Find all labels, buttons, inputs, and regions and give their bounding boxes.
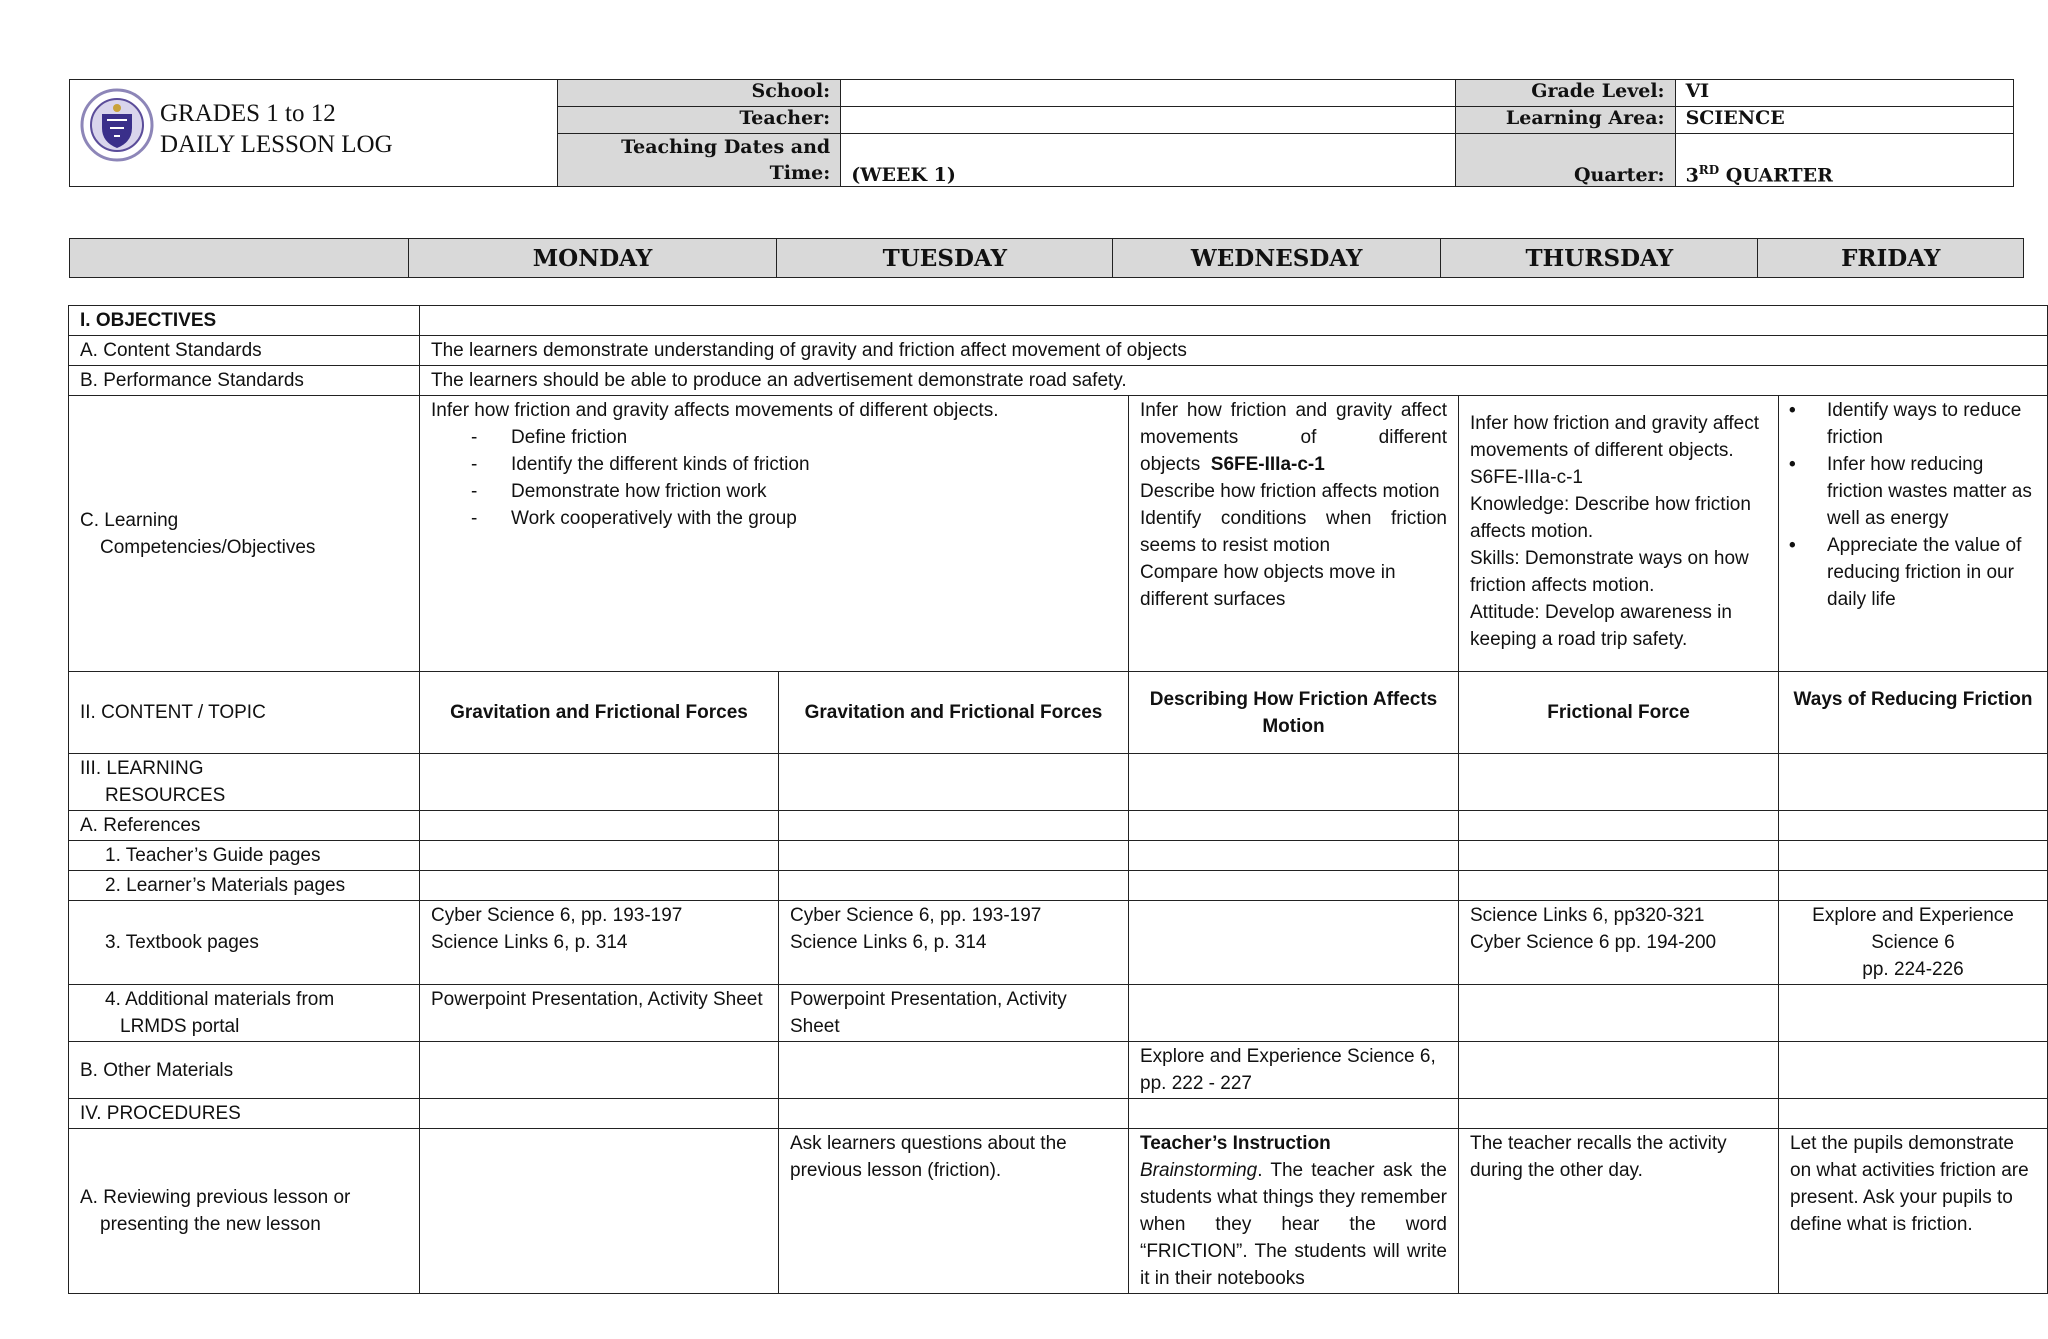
days-blank-cell [70,239,409,278]
list-item: - Demonstrate how friction work [471,478,1117,505]
textbook-fri-line2: Science 6 [1871,932,1955,953]
competencies-fri [1779,396,2048,672]
textbook-tue-line2: Science Links 6, p. 314 [790,932,987,953]
review-wed-text: . The teacher ask the students what things they remember when they hear the word “FRICTION”. The students will write it in their notebooks [1140,1160,1447,1289]
review-tuesday: Ask learners questions about the previous lesson (friction). [779,1129,1129,1294]
textbook-monday [420,901,779,985]
reviewing-lesson-label [69,1129,420,1294]
textbook-friday [1779,901,2048,985]
review-wed-title: Teacher’s Instruction [1140,1133,1331,1154]
quarter-word: QUARTER [1719,164,1833,186]
day-friday: FRIDAY [1758,239,2024,278]
content-topic-label: II. CONTENT / TOPIC [69,672,420,754]
title-line-1: GRADES 1 to 12 [160,100,336,127]
additional-materials-label [69,985,420,1042]
day-monday: MONDAY [408,239,777,278]
list-item: • Infer how reducing friction wastes matter as well as energy [1779,451,2036,532]
wed-objective-3: Identify conditions when friction seems to resist motion [1140,508,1447,556]
title-line-2: DAILY LESSON LOG [160,131,393,158]
header-table [69,79,2014,187]
thu-objective-1: Infer how friction and gravity affect movements of different objects. S6FE-IIIa-c-1 [1470,413,1760,488]
competencies-label-line2: Competencies/Objectives [100,536,316,558]
learning-area-value[interactable]: SCIENCE [1675,107,2013,134]
competencies-thu [1459,396,1779,672]
review-thursday: The teacher recalls the activity during the other day. [1459,1129,1779,1294]
school-label: School: [558,80,841,107]
reviewing-lesson-line2: presenting the new lesson [100,1214,321,1235]
topic-thursday: Frictional Force [1459,672,1779,754]
teachers-guide-label: 1. Teacher’s Guide pages [69,841,420,871]
competencies-wed [1129,396,1459,672]
school-value[interactable] [841,80,1456,107]
deped-seal-icon [80,88,154,162]
references-label: A. References [69,811,420,841]
days-header-table [69,238,2024,278]
review-monday [420,1129,779,1294]
list-item: - Define friction [471,424,1117,451]
textbook-mon-line2: Science Links 6, p. 314 [431,932,628,953]
learning-resources-line1: III. LEARNING [80,758,204,779]
learning-area-label: Learning Area: [1455,107,1675,134]
list-item: • Appreciate the value of reducing friction in our daily life [1779,532,2036,613]
other-materials-wednesday: Explore and Experience Science 6, pp. 222 - 227 [1129,1042,1459,1099]
textbook-thu-line1: Science Links 6, pp320-321 [1470,905,1705,926]
wed-objective-2: Describe how friction affects motion [1140,481,1440,502]
objectives-blank [420,306,2048,336]
teacher-label: Teacher: [558,107,841,134]
lesson-log-table [68,305,2048,1294]
teacher-value[interactable] [841,107,1456,134]
quarter-number: 3 [1685,164,1699,186]
quarter-label: Quarter: [1455,134,1675,187]
textbook-pages-label: 3. Textbook pages [69,901,420,985]
learning-resources-line2: RESOURCES [105,785,226,806]
quarter-suffix: RD [1698,162,1720,177]
wed-objective-code: S6FE-IIIa-c-1 [1210,454,1325,475]
list-item: - Identify the different kinds of friction [471,451,1117,478]
wed-objective-1: Infer how friction and gravity affect movements of different objects [1140,400,1447,475]
topic-monday: Gravitation and Frictional Forces [420,672,779,754]
additional-materials-line2: LRMDS portal [120,1016,240,1037]
competencies-mon-tue [420,396,1129,672]
textbook-tue-line1: Cyber Science 6, pp. 193-197 [790,905,1042,926]
competencies-intro: Infer how friction and gravity affects movements of different objects. [431,400,999,421]
teaching-dates-label [558,134,841,187]
competencies-label-line1: C. Learning [80,509,179,531]
additional-tuesday: Powerpoint Presentation, Activity Sheet [779,985,1129,1042]
content-standards-value: The learners demonstrate understanding of gravity and friction affect movement of objects [420,336,2048,366]
content-standards-label: A. Content Standards [69,336,420,366]
additional-materials-line1: 4. Additional materials from [105,989,335,1010]
teaching-dates-label-line2: Time: [769,162,831,184]
procedures-heading: IV. PROCEDURES [69,1099,420,1129]
competencies-label [69,396,420,672]
textbook-thursday [1459,901,1779,985]
list-item: • Identify ways to reduce friction [1779,397,2036,451]
textbook-fri-line1: Explore and Experience [1812,905,2014,926]
topic-wednesday: Describing How Friction Affects Motion [1129,672,1459,754]
thu-objective-2: Knowledge: Describe how friction affects motion. [1470,494,1751,542]
day-wednesday: WEDNESDAY [1113,239,1441,278]
thu-objective-3: Skills: Demonstrate ways on how friction affects motion. [1470,548,1749,596]
reviewing-lesson-line1: A. Reviewing previous lesson or [80,1187,351,1208]
textbook-wednesday [1129,901,1459,985]
learners-materials-label: 2. Learner’s Materials pages [69,871,420,901]
textbook-mon-line1: Cyber Science 6, pp. 193-197 [431,905,683,926]
log-title [160,98,393,160]
logo-title-cell [70,80,558,187]
competencies-list [431,424,1117,532]
grade-level-label: Grade Level: [1455,80,1675,107]
review-friday: Let the pupils demonstrate on what activities friction are present. Ask your pupils to define what is friction. [1779,1129,2048,1294]
additional-monday: Powerpoint Presentation, Activity Sheet [420,985,779,1042]
objectives-heading: I. OBJECTIVES [69,306,420,336]
topic-tuesday: Gravitation and Frictional Forces [779,672,1129,754]
quarter-value[interactable] [1675,134,2013,187]
thu-objective-4: Attitude: Develop awareness in keeping a road trip safety. [1470,602,1732,650]
list-item: - Work cooperatively with the group [471,505,1117,532]
wed-objective-4: Compare how objects move in different surfaces [1140,562,1396,610]
textbook-fri-line3: pp. 224-226 [1862,959,1964,980]
performance-standards-label: B. Performance Standards [69,366,420,396]
learning-resources-label [69,754,420,811]
topic-friday: Ways of Reducing Friction [1779,672,2048,754]
review-wed-emphasis: Brainstorming [1140,1160,1258,1181]
day-tuesday: TUESDAY [777,239,1113,278]
teaching-dates-label-line1: Teaching Dates and [621,136,831,158]
grade-level-value[interactable]: VI [1675,80,2013,107]
teaching-dates-value[interactable]: (WEEK 1) [841,134,1456,187]
fri-objective-list [1779,397,2036,613]
review-wednesday [1129,1129,1459,1294]
day-thursday: THURSDAY [1441,239,1758,278]
textbook-thu-line2: Cyber Science 6 pp. 194-200 [1470,932,1717,953]
other-materials-label: B. Other Materials [69,1042,420,1099]
performance-standards-value: The learners should be able to produce an advertisement demonstrate road safety. [420,366,2048,396]
textbook-tuesday [779,901,1129,985]
